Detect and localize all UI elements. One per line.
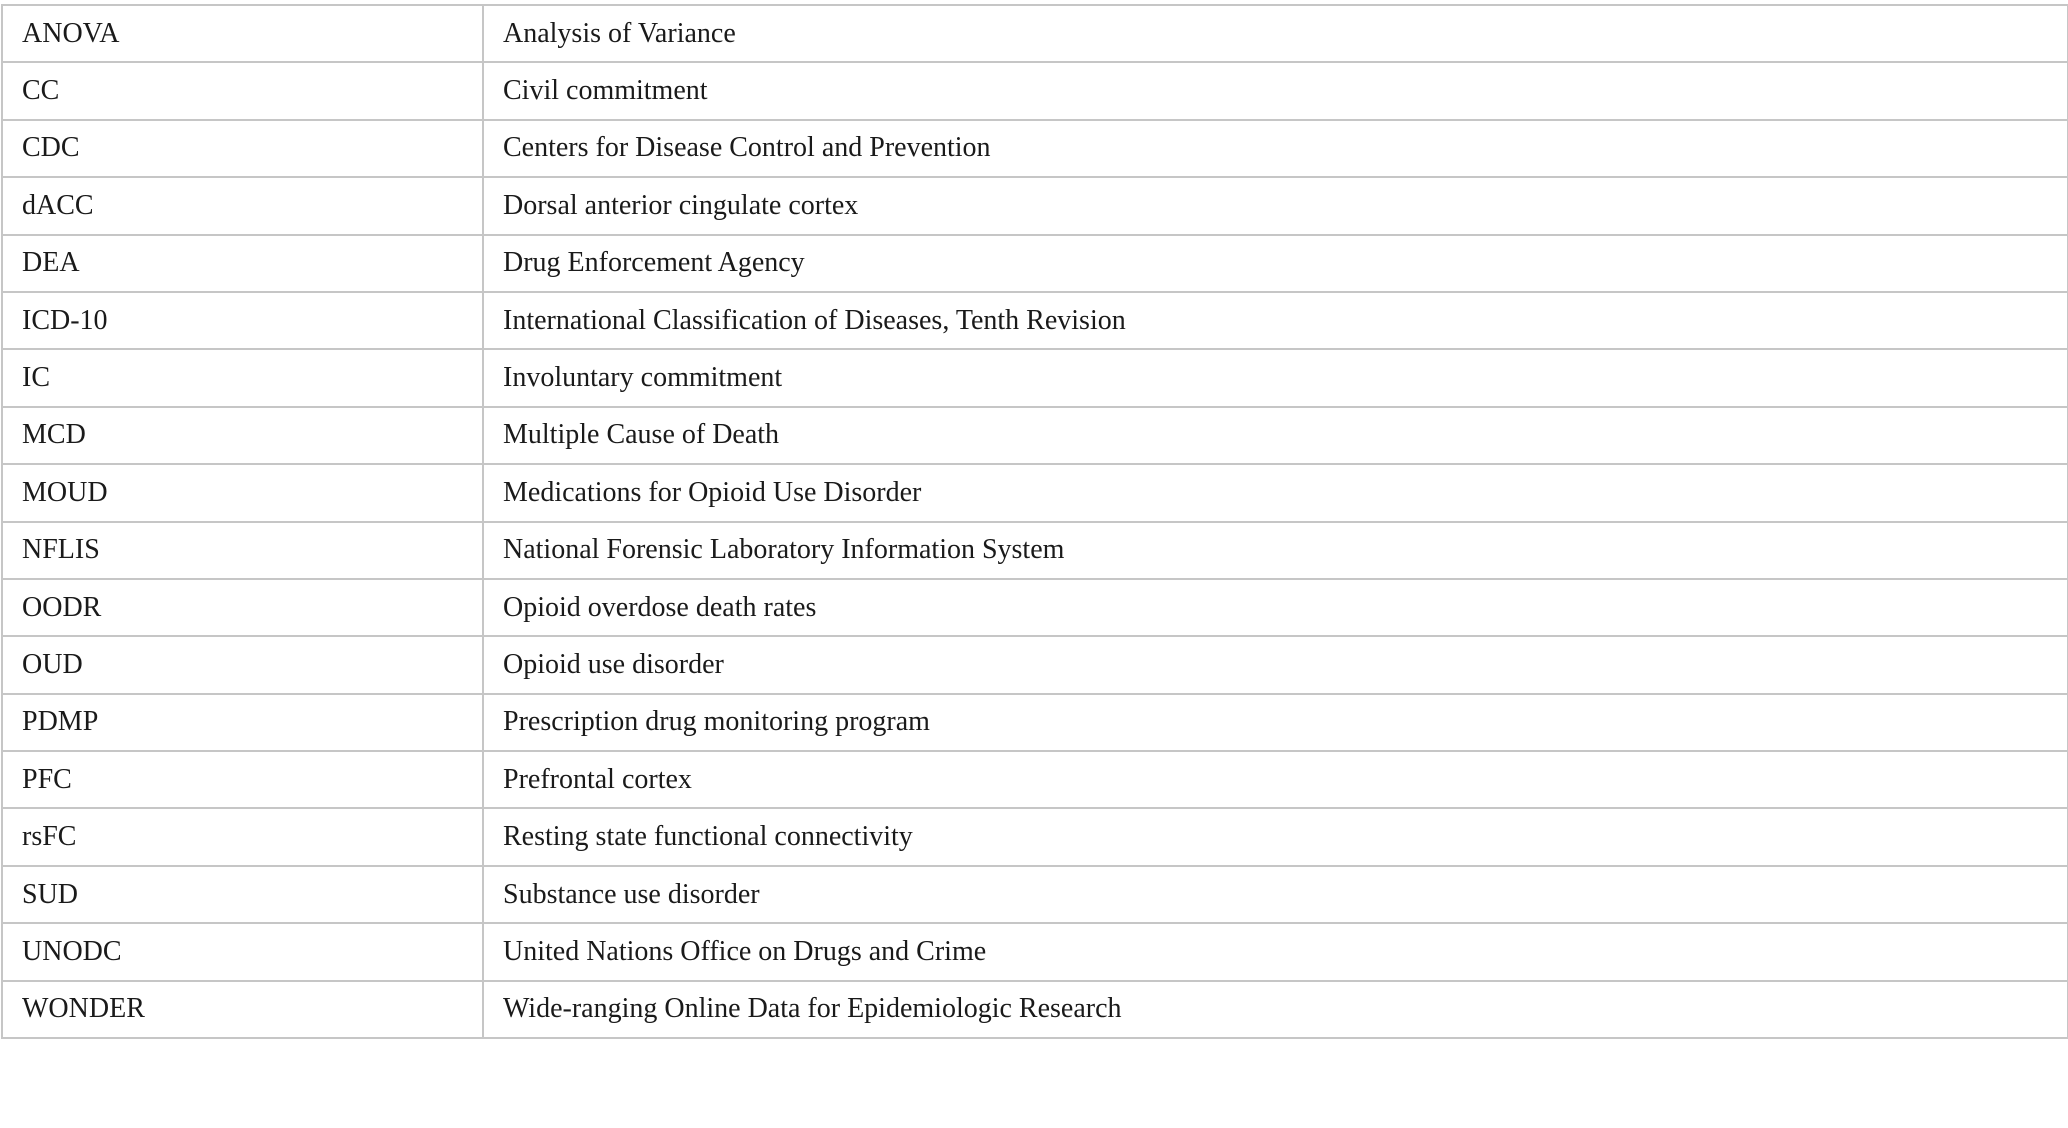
definition-cell: Opioid overdose death rates	[483, 579, 2068, 636]
definition-cell: Multiple Cause of Death	[483, 407, 2068, 464]
abbreviation-cell: MCD	[2, 407, 483, 464]
definition-cell: International Classification of Diseases, Tenth Revision	[483, 292, 2068, 349]
abbreviation-cell: OUD	[2, 636, 483, 693]
definition-cell: Civil commitment	[483, 62, 2068, 119]
table-row	[2, 694, 2068, 751]
table-row	[2, 636, 2068, 693]
definition-cell: United Nations Office on Drugs and Crime	[483, 923, 2068, 980]
abbreviation-cell: DEA	[2, 235, 483, 292]
table-row	[2, 62, 2068, 119]
abbreviation-cell: CDC	[2, 120, 483, 177]
abbreviation-cell: rsFC	[2, 808, 483, 865]
abbreviation-cell: ICD-10	[2, 292, 483, 349]
abbreviation-cell: UNODC	[2, 923, 483, 980]
abbreviation-cell: CC	[2, 62, 483, 119]
table-row	[2, 407, 2068, 464]
table-row	[2, 808, 2068, 865]
table-row	[2, 522, 2068, 579]
definition-cell: Prefrontal cortex	[483, 751, 2068, 808]
table-row	[2, 292, 2068, 349]
table-row	[2, 866, 2068, 923]
abbreviation-cell: MOUD	[2, 464, 483, 521]
definition-cell: National Forensic Laboratory Information System	[483, 522, 2068, 579]
table-row	[2, 5, 2068, 62]
table-row	[2, 464, 2068, 521]
table-row	[2, 349, 2068, 406]
definition-cell: Substance use disorder	[483, 866, 2068, 923]
definition-cell: Involuntary commitment	[483, 349, 2068, 406]
abbreviation-cell: OODR	[2, 579, 483, 636]
abbreviation-cell: ANOVA	[2, 5, 483, 62]
definition-cell: Opioid use disorder	[483, 636, 2068, 693]
definition-cell: Medications for Opioid Use Disorder	[483, 464, 2068, 521]
definition-cell: Resting state functional connectivity	[483, 808, 2068, 865]
definition-cell: Centers for Disease Control and Prevention	[483, 120, 2068, 177]
abbreviations-table	[1, 4, 2068, 1039]
table-row	[2, 981, 2068, 1038]
definition-cell: Dorsal anterior cingulate cortex	[483, 177, 2068, 234]
definition-cell: Analysis of Variance	[483, 5, 2068, 62]
abbreviation-cell: NFLIS	[2, 522, 483, 579]
abbreviation-cell: PDMP	[2, 694, 483, 751]
abbreviation-cell: WONDER	[2, 981, 483, 1038]
table-row	[2, 579, 2068, 636]
table-row	[2, 120, 2068, 177]
definition-cell: Drug Enforcement Agency	[483, 235, 2068, 292]
abbreviation-cell: dACC	[2, 177, 483, 234]
table-row	[2, 177, 2068, 234]
definition-cell: Wide-ranging Online Data for Epidemiologic Research	[483, 981, 2068, 1038]
table-row	[2, 923, 2068, 980]
abbreviation-cell: SUD	[2, 866, 483, 923]
abbreviation-cell: PFC	[2, 751, 483, 808]
abbreviation-cell: IC	[2, 349, 483, 406]
definition-cell: Prescription drug monitoring program	[483, 694, 2068, 751]
table-row	[2, 751, 2068, 808]
table-row	[2, 235, 2068, 292]
